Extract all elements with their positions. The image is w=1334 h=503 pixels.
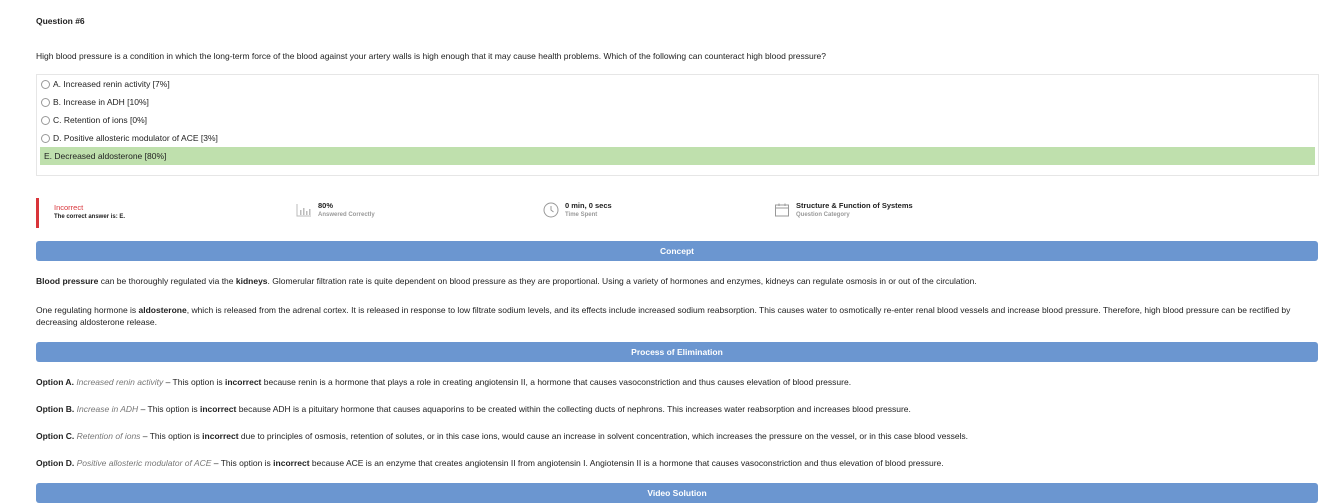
option-label: E. Decreased aldosterone [80%] xyxy=(44,151,167,161)
option-e-correct[interactable] xyxy=(40,147,1315,165)
verdict: incorrect xyxy=(199,404,237,414)
video-solution-header[interactable]: Video Solution xyxy=(36,483,1318,503)
radio-icon[interactable] xyxy=(41,116,50,125)
question-title: Question #6 xyxy=(36,16,85,26)
text: , which is released from the adrenal cortex. It is released in response to low filtrate sodium levels, and its effects include increased sodium reabsorption. This causes water to osmotically re-enter renal blood vessels and increase blood pressure. Therefore, high blood pressure can be rectified by decreasing aldosterone release. xyxy=(36,305,1291,327)
option-label: Option C. xyxy=(36,431,75,441)
concept-paragraph-2 xyxy=(36,304,1318,328)
time-label: Time Spent xyxy=(565,212,598,218)
elimination-header[interactable]: Process of Elimination xyxy=(36,342,1318,362)
option-label: A. Increased renin activity [7%] xyxy=(53,79,170,89)
category-label: Question Category xyxy=(796,212,850,218)
status-text: Incorrect xyxy=(54,203,84,212)
option-label: Option B. xyxy=(36,404,75,414)
category-value: Structure & Function of Systems xyxy=(796,201,913,210)
radio-icon[interactable] xyxy=(41,98,50,107)
percent-label: Answered Correctly xyxy=(318,212,375,218)
text: – This option is xyxy=(140,431,203,441)
category-stat xyxy=(773,201,913,219)
calendar-icon xyxy=(773,201,791,219)
correct-answer-text: The correct answer is: E. xyxy=(54,214,126,220)
elimination-option-a xyxy=(36,376,1318,388)
elimination-option-b xyxy=(36,403,1318,415)
option-a[interactable] xyxy=(37,75,1318,93)
option-label: Option A. xyxy=(36,377,74,387)
text: . Glomerular filtration rate is quite dependent on blood pressure as they are proportional. Using a variety of hormones and enzymes, kidneys can regulate osmosis in or out of the circulation. xyxy=(267,276,977,286)
option-c[interactable] xyxy=(37,111,1318,129)
term-aldosterone: aldosterone xyxy=(138,305,187,315)
answer-options xyxy=(36,74,1319,176)
text: due to principles of osmosis, retention of solutes, or in this case ions, would cause an increase in solvent concentration, which increases the pressure on the vessel, or in this case blood vessels. xyxy=(238,431,969,441)
verdict: incorrect xyxy=(273,458,310,468)
option-label: Option D. xyxy=(36,458,75,468)
option-name: Retention of ions xyxy=(76,431,141,441)
concept-header[interactable]: Concept xyxy=(36,241,1318,261)
percent-stat xyxy=(295,201,375,219)
term-blood-pressure: Blood pressure xyxy=(36,276,99,286)
verdict: incorrect xyxy=(202,431,239,441)
term-kidneys: kidneys xyxy=(235,276,268,286)
concept-paragraph-1 xyxy=(36,275,1318,287)
result-status xyxy=(36,198,125,228)
text: can be thoroughly regulated via the xyxy=(98,276,236,286)
question-text: High blood pressure is a condition in which the long-term force of the blood against your artery walls is high enough that it may cause health problems. Which of the following can counteract high blood pressure? xyxy=(36,51,826,61)
text: One regulating hormone is xyxy=(36,305,139,315)
radio-icon[interactable] xyxy=(41,134,50,143)
option-b[interactable] xyxy=(37,93,1318,111)
elimination-option-d xyxy=(36,457,1318,469)
text: – This option is xyxy=(138,404,200,414)
option-name: Positive allosteric modulator of ACE xyxy=(76,458,212,468)
text: because renin is a hormone that plays a role in creating angiotensin II, a hormone that causes vasoconstriction and thus causes elevation of blood pressure. xyxy=(261,377,852,387)
text: because ACE is an enzyme that creates angiotensin II from angiotensin I. Angiotensin II is a hormone that causes vasoconstriction and thus elevation of blood pressure. xyxy=(309,458,944,468)
time-value: 0 min, 0 secs xyxy=(565,201,612,210)
option-name: Increase in ADH xyxy=(76,404,139,414)
option-d[interactable] xyxy=(37,129,1318,147)
clock-icon xyxy=(542,201,560,219)
elimination-option-c xyxy=(36,430,1318,442)
time-stat xyxy=(542,201,612,219)
text: – This option is xyxy=(211,458,274,468)
text: because ADH is a pituitary hormone that causes aquaporins to be created within the collecting ducts of nephrons. This increases water reabsorption and increases blood pressure. xyxy=(236,404,911,414)
verdict: incorrect xyxy=(225,377,262,387)
option-name: Increased renin activity xyxy=(76,377,164,387)
bar-chart-icon xyxy=(295,201,313,219)
radio-icon[interactable] xyxy=(41,80,50,89)
percent-value: 80% xyxy=(318,201,334,210)
option-label: D. Positive allosteric modulator of ACE [3%] xyxy=(53,133,218,143)
text: – This option is xyxy=(163,377,225,387)
result-stats xyxy=(36,198,1317,228)
option-label: B. Increase in ADH [10%] xyxy=(53,97,149,107)
option-label: C. Retention of ions [0%] xyxy=(53,115,148,125)
